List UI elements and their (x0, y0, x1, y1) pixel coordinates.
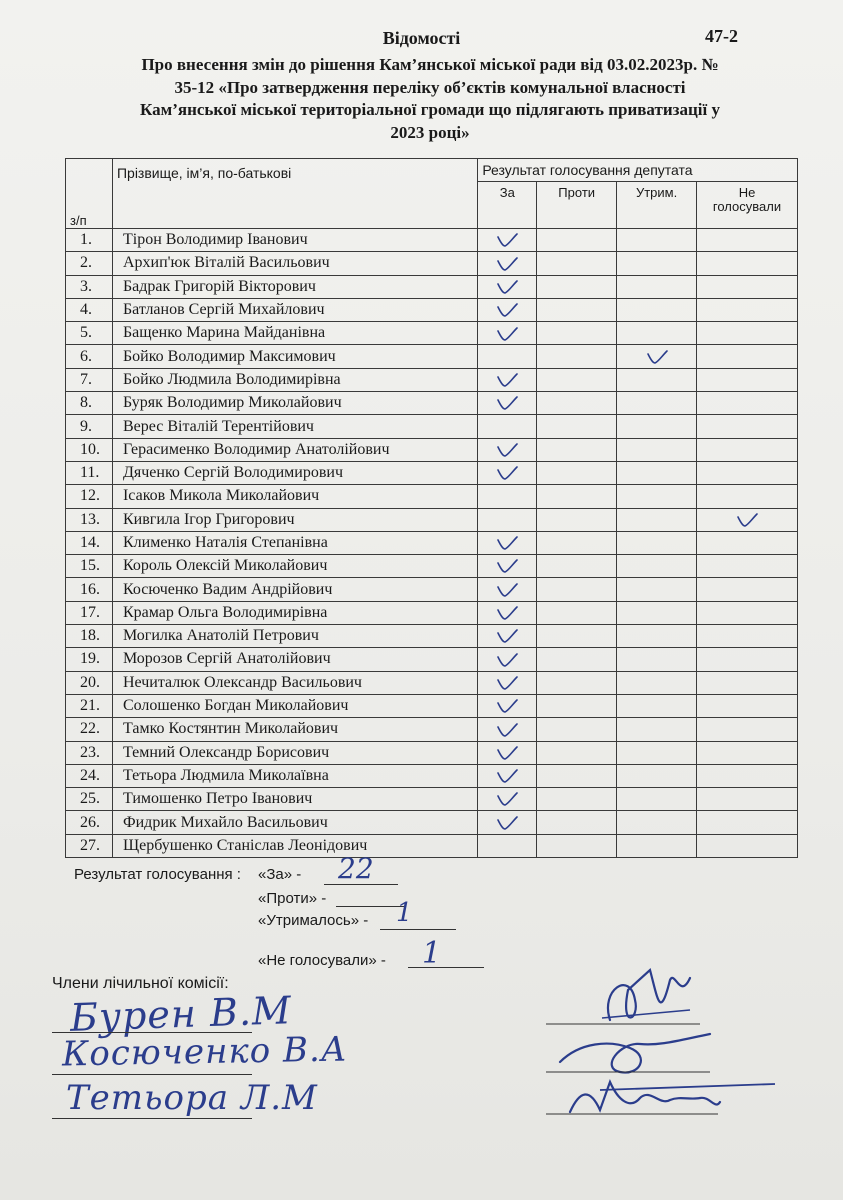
vote-cell-ne (697, 648, 798, 671)
row-number: 27. (66, 834, 113, 857)
vote-cell-utrym (617, 531, 697, 554)
vote-cell-utrym (617, 368, 697, 391)
vote-cell-ne (697, 788, 798, 811)
vote-cell-ne (697, 764, 798, 787)
deputy-name: Архип'юк Віталій Васильович (112, 252, 477, 275)
row-number: 18. (66, 625, 113, 648)
deputy-name: Тимошенко Петро Іванович (112, 788, 477, 811)
subtitle-line: 2023 році» (390, 122, 470, 142)
vote-cell-proty (537, 811, 617, 834)
checkmark-icon (495, 744, 519, 762)
vote-cell-utrym (617, 601, 697, 624)
row-number: 4. (66, 298, 113, 321)
table-row (66, 461, 798, 484)
table-row (66, 298, 798, 321)
checkmark-icon (495, 441, 519, 459)
vote-cell-proty (537, 648, 617, 671)
table-row (66, 718, 798, 741)
checkmark-icon (495, 790, 519, 808)
result-utrym-line (380, 929, 456, 930)
vote-cell-za (478, 229, 537, 252)
table-row (66, 601, 798, 624)
vote-cell-za (478, 345, 537, 368)
results-label: Результат голосування : (74, 866, 241, 883)
vote-cell-utrym (617, 229, 697, 252)
vote-cell-proty (537, 438, 617, 461)
vote-cell-za (478, 625, 537, 648)
row-number: 24. (66, 764, 113, 787)
row-number: 6. (66, 345, 113, 368)
vote-cell-proty (537, 392, 617, 415)
row-number: 9. (66, 415, 113, 438)
checkmark-icon (495, 721, 519, 739)
vote-cell-ne (697, 578, 798, 601)
vote-cell-utrym (617, 345, 697, 368)
row-number: 20. (66, 671, 113, 694)
vote-cell-ne (697, 555, 798, 578)
vote-cell-ne (697, 694, 798, 717)
deputy-name: Фидрик Михайло Васильович (112, 811, 477, 834)
vote-cell-proty (537, 252, 617, 275)
vote-cell-za (478, 718, 537, 741)
table-row (66, 345, 798, 368)
table-row (66, 694, 798, 717)
table-row (66, 834, 798, 857)
commission-member-name: Тетьора Л.М (66, 1078, 318, 1118)
vote-cell-ne (697, 741, 798, 764)
vote-cell-proty (537, 834, 617, 857)
result-za-value: 22 (338, 852, 374, 885)
checkmark-icon (495, 627, 519, 645)
checkmark-icon (495, 394, 519, 412)
table-row (66, 368, 798, 391)
vote-cell-proty (537, 601, 617, 624)
vote-cell-ne (697, 345, 798, 368)
deputy-name: Бойко Людмила Володимирівна (112, 368, 477, 391)
deputy-name: Тамко Костянтин Миколайович (112, 718, 477, 741)
row-number: 7. (66, 368, 113, 391)
vote-cell-za (478, 764, 537, 787)
vote-cell-utrym (617, 555, 697, 578)
table-row (66, 625, 798, 648)
deputy-name: Косюченко Вадим Андрійович (112, 578, 477, 601)
vote-cell-utrym (617, 438, 697, 461)
vote-cell-za (478, 368, 537, 391)
vote-cell-ne (697, 252, 798, 275)
result-ne-label: «Не голосували» - (258, 952, 386, 969)
vote-cell-utrym (617, 485, 697, 508)
checkmark-icon (495, 674, 519, 692)
column-header-ne-line: Не (738, 185, 756, 200)
vote-cell-proty (537, 625, 617, 648)
vote-cell-utrym (617, 648, 697, 671)
result-utrym-value: 1 (396, 898, 413, 928)
vote-cell-utrym (617, 252, 697, 275)
checkmark-icon (735, 511, 759, 529)
deputy-name: Ісаков Микола Миколайович (112, 485, 477, 508)
vote-cell-ne (697, 275, 798, 298)
row-number: 5. (66, 322, 113, 345)
vote-cell-proty (537, 461, 617, 484)
vote-cell-proty (537, 671, 617, 694)
checkmark-icon (495, 767, 519, 785)
vote-cell-ne (697, 415, 798, 438)
deputy-name: Король Олексій Миколайович (112, 555, 477, 578)
vote-cell-proty (537, 485, 617, 508)
vote-cell-proty (537, 578, 617, 601)
table-row (66, 811, 798, 834)
table-row (66, 531, 798, 554)
row-number: 17. (66, 601, 113, 624)
signature-line (52, 1074, 252, 1075)
row-number: 12. (66, 485, 113, 508)
deputy-name: Тетьора Людмила Миколаївна (112, 764, 477, 787)
row-number: 16. (66, 578, 113, 601)
vote-cell-proty (537, 718, 617, 741)
vote-cell-ne (697, 368, 798, 391)
deputy-name: Клименко Наталія Степанівна (112, 531, 477, 554)
commission-member-name: Бурен В.М (69, 988, 293, 1040)
subtitle-line: 35-12 «Про затвердження переліку об’єктів комунальної власності (174, 77, 686, 97)
vote-cell-ne (697, 438, 798, 461)
deputy-name: Дяченко Сергій Володимирович (112, 461, 477, 484)
checkmark-icon (495, 255, 519, 273)
checkmark-icon (495, 231, 519, 249)
vote-cell-utrym (617, 788, 697, 811)
vote-cell-za (478, 508, 537, 531)
row-number: 1. (66, 229, 113, 252)
deputy-name: Верес Віталій Терентійович (112, 415, 477, 438)
deputy-name: Морозов Сергій Анатолійович (112, 648, 477, 671)
column-header-za: За (478, 182, 537, 229)
checkmark-icon (495, 557, 519, 575)
result-ne-line (408, 967, 484, 968)
table-row (66, 438, 798, 461)
table-row (66, 485, 798, 508)
result-utrym-label: «Утрималось» - (258, 912, 369, 929)
vote-cell-za (478, 694, 537, 717)
vote-cell-utrym (617, 508, 697, 531)
vote-cell-ne (697, 298, 798, 321)
vote-cell-utrym (617, 415, 697, 438)
row-number: 10. (66, 438, 113, 461)
vote-cell-ne (697, 322, 798, 345)
checkmark-icon (495, 534, 519, 552)
vote-cell-ne (697, 625, 798, 648)
checkmark-icon (495, 278, 519, 296)
row-number: 13. (66, 508, 113, 531)
vote-cell-za (478, 578, 537, 601)
result-ne-value: 1 (422, 936, 442, 971)
vote-cell-proty (537, 298, 617, 321)
signature-3-icon (540, 1070, 790, 1130)
vote-cell-utrym (617, 718, 697, 741)
column-header-number: з/п (66, 159, 113, 229)
table-row (66, 415, 798, 438)
checkmark-icon (495, 325, 519, 343)
checkmark-icon (645, 348, 669, 366)
deputy-name: Нечиталюк Олександр Васильович (112, 671, 477, 694)
deputy-name: Бащенко Марина Майданівна (112, 322, 477, 345)
vote-cell-za (478, 788, 537, 811)
row-number: 8. (66, 392, 113, 415)
column-header-ne-golosuvaly (697, 182, 798, 229)
vote-cell-utrym (617, 392, 697, 415)
checkmark-icon (495, 371, 519, 389)
table-row (66, 508, 798, 531)
vote-cell-za (478, 834, 537, 857)
vote-cell-ne (697, 834, 798, 857)
vote-cell-proty (537, 531, 617, 554)
vote-cell-proty (537, 275, 617, 298)
table-row (66, 252, 798, 275)
vote-cell-utrym (617, 322, 697, 345)
deputy-name: Тірон Володимир Іванович (112, 229, 477, 252)
subtitle-line: Про внесення змін до рішення Кам’янської міської ради від 03.02.2023р. № (141, 55, 719, 74)
vote-cell-ne (697, 671, 798, 694)
checkmark-icon (495, 464, 519, 482)
vote-cell-za (478, 741, 537, 764)
table-row (66, 322, 798, 345)
vote-cell-utrym (617, 764, 697, 787)
vote-cell-proty (537, 741, 617, 764)
vote-cell-proty (537, 229, 617, 252)
vote-cell-za (478, 671, 537, 694)
result-za-label: «За» - (258, 866, 302, 883)
result-proty-label: «Проти» - (258, 890, 327, 907)
vote-cell-utrym (617, 461, 697, 484)
vote-cell-ne (697, 485, 798, 508)
row-number: 26. (66, 811, 113, 834)
deputy-name: Солошенко Богдан Миколайович (112, 694, 477, 717)
table-row (66, 788, 798, 811)
vote-cell-za (478, 648, 537, 671)
row-number: 3. (66, 275, 113, 298)
vote-cell-za (478, 485, 537, 508)
table-row (66, 229, 798, 252)
vote-cell-za (478, 531, 537, 554)
vote-cell-ne (697, 531, 798, 554)
vote-cell-utrym (617, 625, 697, 648)
vote-cell-proty (537, 555, 617, 578)
row-number: 11. (66, 461, 113, 484)
vote-cell-za (478, 298, 537, 321)
table-row (66, 578, 798, 601)
checkmark-icon (495, 697, 519, 715)
vote-cell-za (478, 555, 537, 578)
deputy-name: Бойко Володимир Максимович (112, 345, 477, 368)
vote-cell-utrym (617, 834, 697, 857)
table-row (66, 555, 798, 578)
vote-cell-ne (697, 601, 798, 624)
commission-label: Члени лічильної комісії: (52, 975, 229, 992)
document-number: 47-2 (705, 26, 738, 46)
checkmark-icon (495, 301, 519, 319)
deputy-name: Темний Олександр Борисович (112, 741, 477, 764)
vote-cell-ne (697, 461, 798, 484)
vote-cell-utrym (617, 578, 697, 601)
vote-cell-za (478, 322, 537, 345)
vote-cell-ne (697, 508, 798, 531)
vote-cell-proty (537, 764, 617, 787)
vote-cell-proty (537, 508, 617, 531)
table-row (66, 648, 798, 671)
column-header-proty: Проти (537, 182, 617, 229)
deputy-name: Могилка Анатолій Петрович (112, 625, 477, 648)
vote-cell-ne (697, 718, 798, 741)
deputy-name: Герасименко Володимир Анатолійович (112, 438, 477, 461)
vote-cell-za (478, 252, 537, 275)
deputy-name: Крамар Ольга Володимирівна (112, 601, 477, 624)
vote-cell-ne (697, 811, 798, 834)
row-number: 2. (66, 252, 113, 275)
vote-cell-utrym (617, 694, 697, 717)
vote-cell-proty (537, 415, 617, 438)
signature-line (52, 1118, 252, 1119)
voting-table (65, 158, 798, 858)
table-row (66, 392, 798, 415)
checkmark-icon (495, 581, 519, 599)
row-number: 15. (66, 555, 113, 578)
vote-cell-za (478, 438, 537, 461)
column-header-utrym: Утрим. (617, 182, 697, 229)
vote-cell-utrym (617, 275, 697, 298)
column-header-ne-line: голосували (712, 199, 782, 214)
vote-cell-utrym (617, 298, 697, 321)
column-header-name: Прізвище, ім’я, по-батькові (112, 159, 477, 229)
deputy-name: Щербушенко Станіслав Леонідович (112, 834, 477, 857)
row-number: 19. (66, 648, 113, 671)
vote-cell-za (478, 392, 537, 415)
vote-cell-utrym (617, 741, 697, 764)
row-number: 23. (66, 741, 113, 764)
vote-cell-proty (537, 368, 617, 391)
vote-cell-ne (697, 392, 798, 415)
vote-cell-proty (537, 694, 617, 717)
vote-cell-za (478, 461, 537, 484)
table-row (66, 741, 798, 764)
deputy-name: Буряк Володимир Миколайович (112, 392, 477, 415)
vote-cell-proty (537, 345, 617, 368)
vote-cell-za (478, 415, 537, 438)
row-number: 25. (66, 788, 113, 811)
document-subtitle (80, 54, 780, 144)
deputy-name: Кивгила Ігор Григорович (112, 508, 477, 531)
vote-cell-za (478, 601, 537, 624)
deputy-name: Бадрак Григорій Вікторович (112, 275, 477, 298)
commission-member-name: Косюченко В.А (61, 1029, 348, 1075)
vote-cell-ne (697, 229, 798, 252)
row-number: 22. (66, 718, 113, 741)
checkmark-icon (495, 651, 519, 669)
row-number: 14. (66, 531, 113, 554)
deputy-name: Батланов Сергій Михайлович (112, 298, 477, 321)
table-row (66, 671, 798, 694)
row-number: 21. (66, 694, 113, 717)
vote-cell-proty (537, 788, 617, 811)
vote-cell-proty (537, 322, 617, 345)
table-row (66, 275, 798, 298)
vote-cell-utrym (617, 811, 697, 834)
vote-cell-utrym (617, 671, 697, 694)
vote-cell-za (478, 811, 537, 834)
column-header-vote-result: Результат голосування депутата (478, 159, 798, 182)
subtitle-line: Кам’янської міської територіальної громади що підлягають приватизації у (140, 100, 720, 119)
vote-cell-za (478, 275, 537, 298)
document-title: Відомості (382, 28, 461, 48)
checkmark-icon (495, 604, 519, 622)
table-row (66, 764, 798, 787)
checkmark-icon (495, 814, 519, 832)
